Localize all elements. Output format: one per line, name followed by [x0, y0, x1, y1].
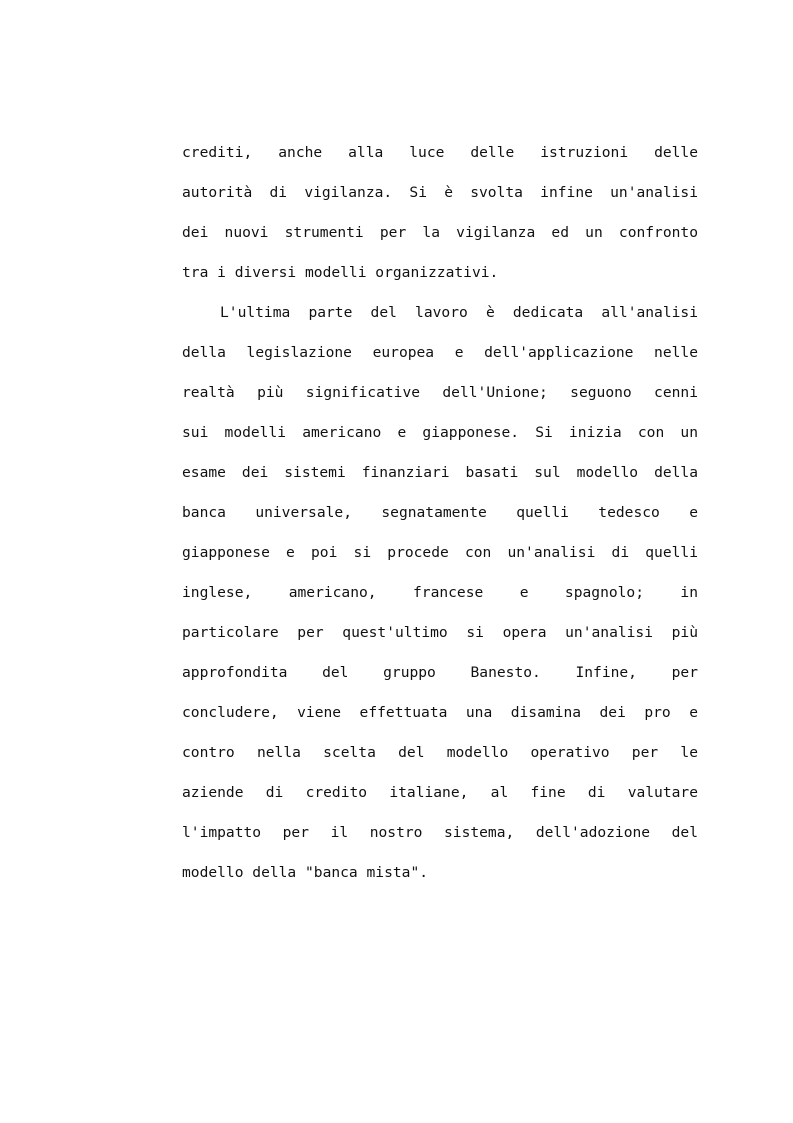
text-line: dei nuovi strumenti per la vigilanza ed un confronto — [182, 224, 698, 241]
text-line: sui modelli americano e giapponese. Si inizia con un — [182, 424, 698, 441]
text-line: autorità di vigilanza. Si è svolta infine un'analisi — [182, 184, 698, 201]
text-line: aziende di credito italiane, al fine di valutare — [182, 784, 698, 801]
text-line: inglese, americano, francese e spagnolo; in — [182, 584, 698, 601]
text-line: esame dei sistemi finanziari basati sul modello della — [182, 464, 698, 481]
paragraph-start-line: L'ultima parte del lavoro è dedicata all'analisi — [220, 304, 698, 321]
paragraph-end-line: modello della "banca mista". — [182, 864, 429, 881]
paragraph-end-line: tra i diversi modelli organizzativi. — [182, 264, 499, 281]
text-line: realtà più significative dell'Unione; seguono cenni — [182, 384, 698, 401]
text-line: particolare per quest'ultimo si opera un'analisi più — [182, 624, 698, 641]
text-line: della legislazione europea e dell'applicazione nelle — [182, 344, 698, 361]
text-line: crediti, anche alla luce delle istruzioni delle — [182, 144, 698, 161]
text-line: banca universale, segnatamente quelli tedesco e — [182, 504, 698, 521]
text-line: giapponese e poi si procede con un'analisi di quelli — [182, 544, 698, 561]
text-line: contro nella scelta del modello operativo per le — [182, 744, 698, 761]
body-text — [182, 137, 698, 897]
text-line: l'impatto per il nostro sistema, dell'adozione del — [182, 824, 698, 841]
text-line: approfondita del gruppo Banesto. Infine, per — [182, 664, 698, 681]
text-line: concludere, viene effettuata una disamina dei pro e — [182, 704, 698, 721]
